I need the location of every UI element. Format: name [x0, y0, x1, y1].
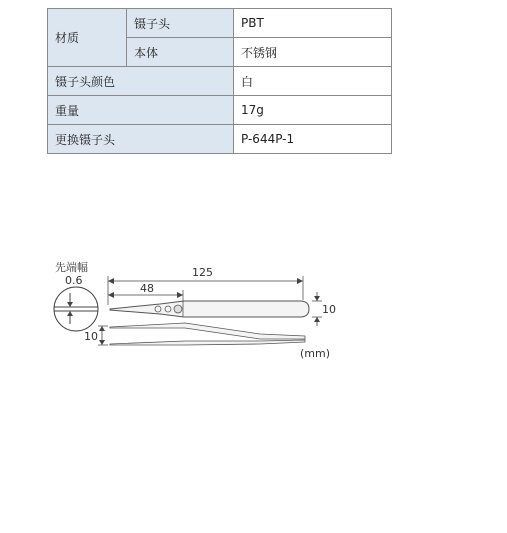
color-label: 镊子头颜色: [48, 67, 234, 96]
opening-label: 10: [84, 330, 98, 343]
weight-value: 17g: [234, 96, 392, 125]
body-value: 不锈钢: [234, 38, 392, 67]
tip-width-label: 先端幅: [55, 261, 88, 274]
total-length-label: 125: [192, 266, 213, 279]
tip-width-value: 0.6: [65, 274, 83, 287]
replace-label: 更换镊子头: [48, 125, 234, 154]
tip-length-label: 48: [140, 282, 154, 295]
body-width-label: 10: [322, 303, 336, 316]
replace-value: P-644P-1: [234, 125, 392, 154]
tip-value: PBT: [234, 9, 392, 38]
body-label: 本体: [127, 38, 234, 67]
tip-detail-circle: [54, 287, 98, 331]
tip-label: 镊子头: [127, 9, 234, 38]
color-value: 白: [234, 67, 392, 96]
tweezer-side-upper-arm: [110, 323, 305, 339]
weight-label: 重量: [48, 96, 234, 125]
unit-label: (mm): [300, 347, 331, 360]
material-label: 材质: [48, 9, 127, 67]
tweezer-top-view: [110, 301, 309, 317]
tweezer-side-lower-arm: [110, 340, 305, 345]
